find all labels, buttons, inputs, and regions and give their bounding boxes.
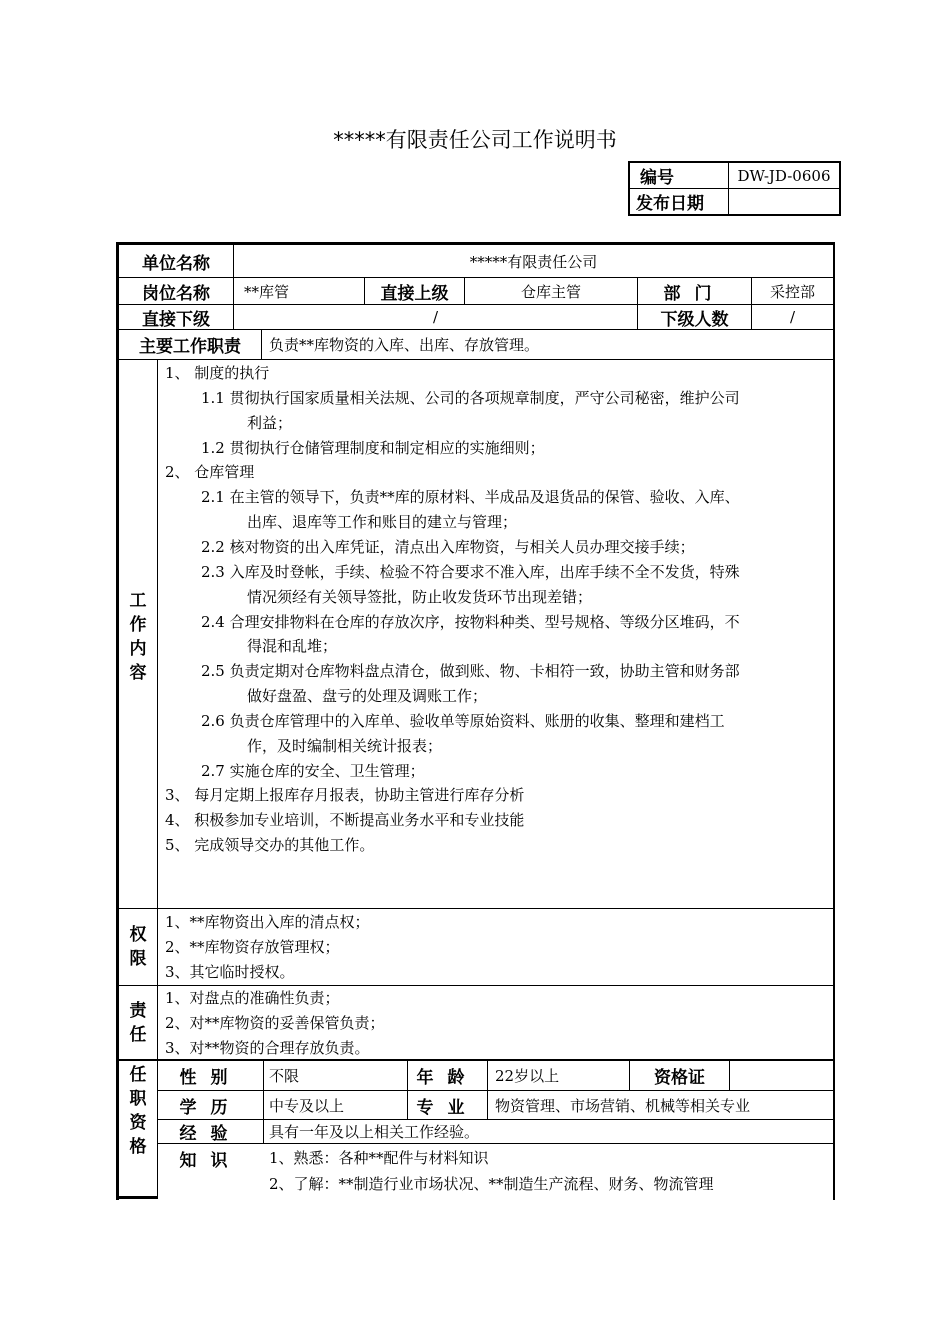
- date-value: [729, 189, 841, 216]
- dept-value: 采控部: [769, 282, 815, 301]
- cert-value: [735, 1061, 833, 1090]
- work-content-line: 2.5 负责定期对仓库物料盘点清仓，做到账、物、卡相符一致，协助主管和财务部: [201, 662, 740, 681]
- qualification-label: 任职资格: [129, 1065, 147, 1157]
- work-content-line: 1.2 贯彻执行仓储管理制度和制定相应的实施细则；: [201, 438, 545, 457]
- code-label-text: 编号: [640, 168, 674, 188]
- knowledge-label: 知识: [179, 1150, 242, 1171]
- work-content-line: 得混和乱堆；: [247, 637, 338, 656]
- document-code-table: [628, 161, 841, 216]
- age-label: 年龄: [416, 1068, 479, 1088]
- work-content-line: 2.3 入库及时登帐，手续、检验不符合要求不准入库，出库手续不全不发货，特殊: [201, 562, 740, 581]
- subordinate-value: /: [432, 308, 439, 326]
- post-value: **库管: [244, 282, 290, 301]
- work-content-line: 2.1 在主管的领导下，负责**库的原材料、半成品及退货品的保管、验收、入库、: [201, 488, 740, 507]
- subordinate-label: 直接下级: [142, 309, 210, 330]
- duty-label: 主要工作职责: [139, 337, 241, 357]
- job-description-table: [116, 242, 835, 1200]
- date-label: 发布日期: [629, 189, 729, 216]
- page-title: *****有限责任公司工作说明书: [333, 128, 617, 152]
- duty-value: 负责**库物资的入库、出库、存放管理。: [269, 336, 540, 354]
- sub-count-label: 下级人数: [660, 309, 729, 330]
- education-value: 中专及以上: [269, 1096, 345, 1115]
- gender-value: 不限: [269, 1067, 300, 1085]
- post-label: 岗位名称: [142, 283, 210, 304]
- sub-count-value: /: [789, 308, 796, 326]
- work-content-line: 2.4 合理安排物料在仓库的存放次序，按物料种类、型号规格、等级分区堆码，不: [201, 612, 740, 631]
- work-content-line: 2.2 核对物资的出入库凭证，清点出入库物资，与相关人员办理交接手续；: [201, 537, 695, 556]
- age-value: 22岁以上: [495, 1067, 560, 1085]
- work-content-line: 作，及时编制相关统计报表；: [247, 736, 443, 755]
- gender-label: 性别: [179, 1068, 242, 1088]
- major-value: 物资管理、市场营销、机械等相关专业: [495, 1096, 751, 1115]
- work-content-line: 2、 仓库管理: [165, 463, 255, 482]
- major-label: 专业: [416, 1097, 479, 1118]
- work-content-line: 出库、退库等工作和账目的建立与管理；: [247, 513, 518, 532]
- knowledge-item: 2、了解：**制造行业市场状况、**制造生产流程、财务、物流管理: [269, 1175, 714, 1193]
- authority-item: 1、**库物资出入库的清点权；: [165, 913, 370, 931]
- code-label: [629, 162, 729, 189]
- work-content-line: 做好盘盈、盘亏的处理及调账工作；: [247, 687, 488, 706]
- work-content-line: 4、 积极参加专业培训，不断提高业务水平和专业技能: [165, 811, 525, 830]
- responsibility-item: 3、对**物资的合理存放负责。: [165, 1039, 370, 1057]
- authority-item: 2、**库物资存放管理权；: [165, 938, 340, 956]
- responsibility-item: 1、对盘点的准确性负责；: [165, 989, 340, 1007]
- knowledge-item: 1、熟悉：各种**配件与材料知识: [269, 1149, 489, 1167]
- experience-value: 具有一年及以上相关工作经验。: [269, 1123, 480, 1141]
- work-content-line: 5、 完成领导交办的其他工作。: [165, 836, 375, 855]
- superior-value: 仓库主管: [520, 282, 581, 301]
- work-content-line: 1.1 贯彻执行国家质量相关法规、公司的各项规章制度，严守公司秘密，维护公司: [201, 388, 740, 407]
- work-content-line: 1、 制度的执行: [165, 364, 270, 382]
- responsibility-item: 2、对**库物资的妥善保管负责；: [165, 1014, 385, 1032]
- code-value: DW-JD-0606: [729, 162, 841, 189]
- education-label: 学历: [179, 1097, 242, 1118]
- unit-value: *****有限责任公司: [469, 252, 598, 271]
- superior-label: 直接上级: [380, 283, 449, 304]
- work-content-line: 利益；: [247, 413, 293, 432]
- work-content-label: 工作内容: [129, 591, 147, 683]
- authority-item: 3、其它临时授权。: [165, 963, 295, 981]
- experience-label: 经验: [179, 1124, 242, 1144]
- work-content-line: 2.6 负责仓库管理中的入库单、验收单等原始资料、账册的收集、整理和建档工: [201, 711, 725, 730]
- work-content-line: 3、 每月定期上报库存月报表，协助主管进行库存分析: [165, 786, 525, 805]
- dept-label: 部门: [663, 283, 726, 304]
- work-content-line: 情况须经有关领导签批，防止收发货环节出现差错；: [247, 587, 593, 606]
- work-content-line: 2.7 实施仓库的安全、卫生管理；: [201, 761, 425, 780]
- cert-label: 资格证: [654, 1068, 705, 1088]
- unit-label: 单位名称: [142, 253, 210, 274]
- responsibility-label: 责任: [129, 1001, 147, 1045]
- authority-label: 权限: [129, 925, 147, 969]
